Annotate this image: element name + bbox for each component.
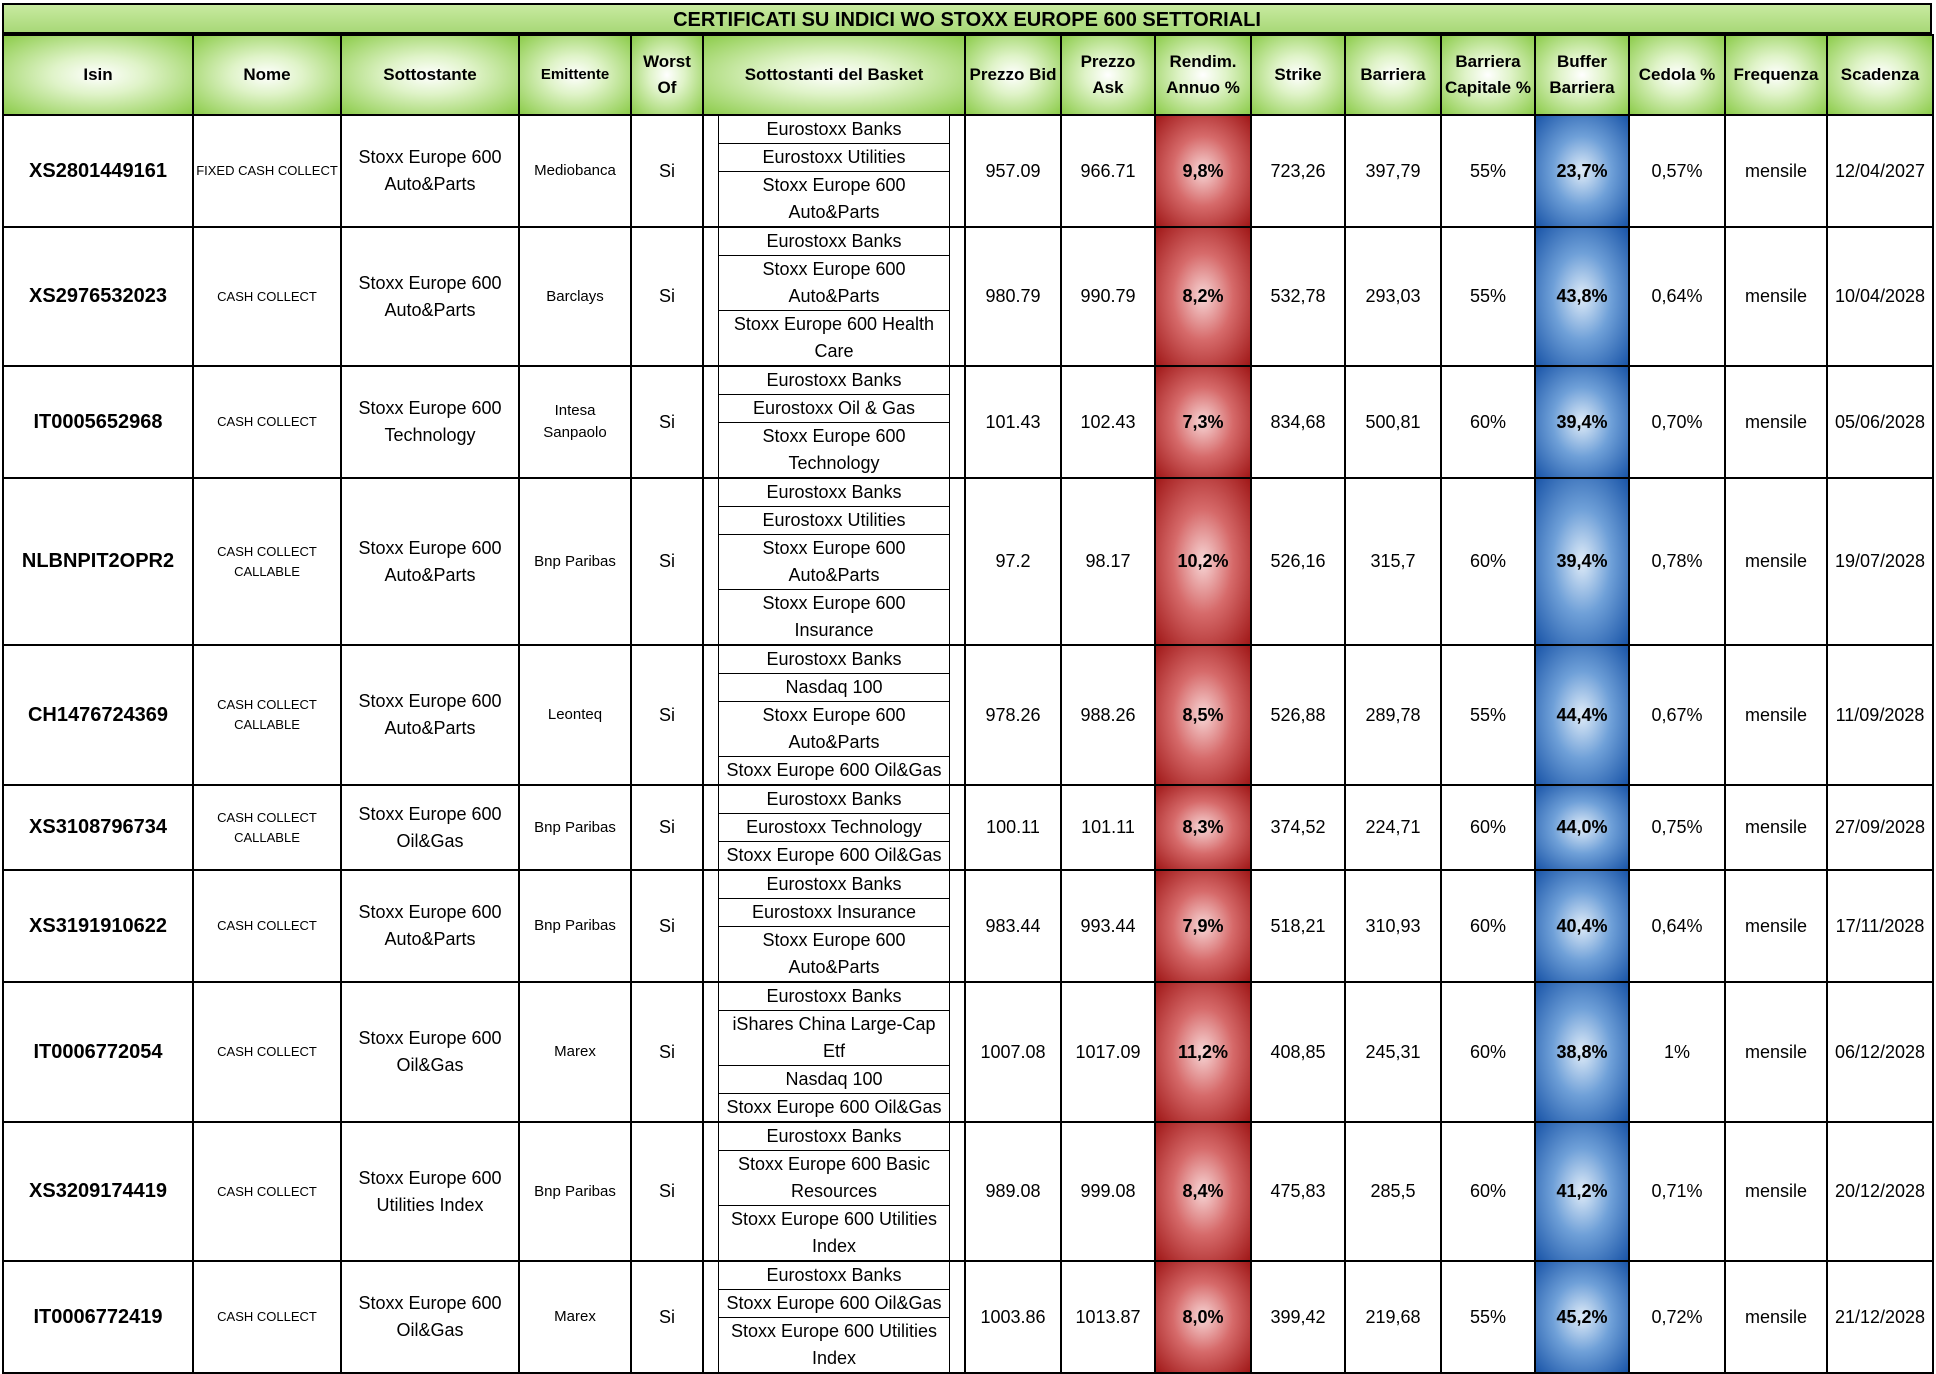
emittente-cell — [519, 115, 631, 227]
ask-cell: 966.71 — [1061, 115, 1155, 227]
nome-cell — [193, 645, 341, 785]
nome-cell — [193, 115, 341, 227]
basket-item: Eurostoxx Banks — [719, 479, 949, 507]
worst-of-cell: Si — [631, 366, 703, 478]
cedola-cell: 0,75% — [1629, 785, 1725, 870]
scadenza-cell: 05/06/2028 — [1827, 366, 1933, 478]
barriera-cell: 285,5 — [1345, 1122, 1441, 1261]
nome-cell — [193, 1261, 341, 1373]
basket-item: Eurostoxx Banks — [719, 871, 949, 899]
col-header-scadenza: Scadenza — [1827, 35, 1933, 115]
bid-cell: 97.2 — [965, 478, 1061, 645]
table-row — [3, 115, 1933, 227]
bid-cell: 957.09 — [965, 115, 1061, 227]
rendimento-cell: 7,9% — [1155, 870, 1251, 982]
bid-cell: 983.44 — [965, 870, 1061, 982]
nome-cell-line: CASH COLLECT — [217, 1044, 317, 1059]
strike-cell: 408,85 — [1251, 982, 1345, 1122]
col-header-ask: Prezzo Ask — [1061, 35, 1155, 115]
basket-item: Eurostoxx Banks — [719, 367, 949, 395]
sottostante-cell-line: Utilities Index — [376, 1194, 484, 1215]
emittente-cell — [519, 478, 631, 645]
basket-item: Eurostoxx Banks — [719, 1123, 949, 1151]
scadenza-cell: 11/09/2028 — [1827, 645, 1933, 785]
sottostante-cell-line: Oil&Gas — [396, 830, 464, 851]
basket-item: Nasdaq 100 — [719, 674, 949, 702]
sottostante-cell-line: Auto&Parts — [384, 564, 476, 585]
basket-item: Stoxx Europe 600 Technology — [762, 426, 906, 473]
sottostante-cell — [341, 1261, 519, 1373]
frequenza-cell: mensile — [1725, 1261, 1827, 1373]
nome-cell-line: CASH COLLECT — [217, 918, 317, 933]
isin-cell: IT0005652968 — [3, 366, 193, 478]
emittente-cell — [519, 870, 631, 982]
header-row — [3, 35, 1933, 115]
emittente-cell — [519, 1261, 631, 1373]
basket-item: Eurostoxx Banks — [719, 983, 949, 1011]
col-header-cedola: Cedola % — [1629, 35, 1725, 115]
frequenza-cell: mensile — [1725, 645, 1827, 785]
nome-cell — [193, 227, 341, 366]
bid-cell: 1007.08 — [965, 982, 1061, 1122]
sottostante-cell — [341, 870, 519, 982]
strike-cell: 374,52 — [1251, 785, 1345, 870]
basket-item: Eurostoxx Utilities — [719, 144, 949, 172]
frequenza-cell: mensile — [1725, 115, 1827, 227]
buffer-cell: 38,8% — [1535, 982, 1629, 1122]
frequenza-cell: mensile — [1725, 870, 1827, 982]
rendimento-cell: 11,2% — [1155, 982, 1251, 1122]
worst-of-cell: Si — [631, 1261, 703, 1373]
table-row — [3, 1122, 1933, 1261]
barriera-capitale-cell: 55% — [1441, 227, 1535, 366]
isin-cell: XS2976532023 — [3, 227, 193, 366]
barriera-cell: 224,71 — [1345, 785, 1441, 870]
worst-of-cell: Si — [631, 478, 703, 645]
cedola-cell: 0,70% — [1629, 366, 1725, 478]
col-header-worst-of: Worst Of — [631, 35, 703, 115]
col-header-bid: Prezzo Bid — [965, 35, 1061, 115]
basket-list — [718, 367, 950, 477]
cedola-cell: 0,78% — [1629, 478, 1725, 645]
sottostante-cell-line: Stoxx Europe 600 — [358, 537, 502, 558]
barriera-capitale-cell: 55% — [1441, 645, 1535, 785]
nome-cell-line: CASH COLLECT — [217, 1309, 317, 1324]
cedola-cell: 0,72% — [1629, 1261, 1725, 1373]
basket-list — [718, 1123, 950, 1260]
basket-item: Stoxx Europe 600 Auto&Parts — [762, 930, 906, 977]
emittente-cell — [519, 645, 631, 785]
buffer-cell: 43,8% — [1535, 227, 1629, 366]
emittente-cell-line: Intesa — [554, 402, 596, 419]
barriera-capitale-cell: 55% — [1441, 115, 1535, 227]
rendimento-cell: 7,3% — [1155, 366, 1251, 478]
isin-cell: IT0006772054 — [3, 982, 193, 1122]
scadenza-cell: 17/11/2028 — [1827, 870, 1933, 982]
table-row — [3, 870, 1933, 982]
barriera-capitale-cell: 60% — [1441, 366, 1535, 478]
buffer-cell: 39,4% — [1535, 366, 1629, 478]
strike-cell: 723,26 — [1251, 115, 1345, 227]
emittente-cell — [519, 1122, 631, 1261]
basket-item: Stoxx Europe 600 Oil&Gas — [726, 1097, 942, 1117]
ask-cell: 98.17 — [1061, 478, 1155, 645]
bid-cell: 980.79 — [965, 227, 1061, 366]
ask-cell: 1017.09 — [1061, 982, 1155, 1122]
emittente-cell — [519, 785, 631, 870]
emittente-cell-line: Barclays — [546, 287, 604, 305]
ask-cell: 988.26 — [1061, 645, 1155, 785]
buffer-cell: 44,0% — [1535, 785, 1629, 870]
col-header-emittente: Emittente — [519, 35, 631, 115]
emittente-cell-line: Bnp Paribas — [534, 1182, 616, 1200]
table-row — [3, 982, 1933, 1122]
bid-cell: 1003.86 — [965, 1261, 1061, 1373]
nome-cell-line: CASH COLLECT — [217, 1183, 317, 1199]
cedola-cell: 0,71% — [1629, 1122, 1725, 1261]
barriera-capitale-cell: 60% — [1441, 982, 1535, 1122]
basket-item: Stoxx Europe 600 Auto&Parts — [762, 175, 906, 222]
sottostante-cell — [341, 645, 519, 785]
emittente-cell-line: Bnp Paribas — [534, 818, 616, 836]
basket-cell — [703, 785, 965, 870]
basket-cell — [703, 478, 965, 645]
sottostante-cell — [341, 366, 519, 478]
strike-cell: 834,68 — [1251, 366, 1345, 478]
barriera-cell: 310,93 — [1345, 870, 1441, 982]
basket-item: Eurostoxx Banks — [719, 646, 949, 674]
nome-cell-line: CASH COLLECT — [217, 288, 317, 304]
basket-cell — [703, 870, 965, 982]
col-header-rendimento: Rendim. Annuo % — [1155, 35, 1251, 115]
ask-cell: 102.43 — [1061, 366, 1155, 478]
table-row — [3, 645, 1933, 785]
rendimento-cell: 8,3% — [1155, 785, 1251, 870]
ask-cell: 990.79 — [1061, 227, 1155, 366]
bid-cell: 978.26 — [965, 645, 1061, 785]
scadenza-cell: 27/09/2028 — [1827, 785, 1933, 870]
col-header-strike: Strike — [1251, 35, 1345, 115]
basket-cell — [703, 227, 965, 366]
frequenza-cell: mensile — [1725, 478, 1827, 645]
rendimento-cell: 8,5% — [1155, 645, 1251, 785]
basket-item: Stoxx Europe 600 Utilities Index — [730, 1321, 938, 1368]
table-row — [3, 1261, 1933, 1373]
isin-cell: XS3209174419 — [3, 1122, 193, 1261]
basket-cell — [703, 982, 965, 1122]
basket-item: Nasdaq 100 — [719, 1066, 949, 1094]
basket-list — [718, 786, 950, 869]
basket-item: Eurostoxx Banks — [719, 116, 949, 144]
basket-item: Stoxx Europe 600 Oil&Gas — [726, 760, 942, 780]
bid-cell: 101.43 — [965, 366, 1061, 478]
worst-of-cell: Si — [631, 115, 703, 227]
strike-cell: 526,88 — [1251, 645, 1345, 785]
basket-item: Stoxx Europe 600 Auto&Parts — [719, 702, 949, 757]
basket-list — [718, 646, 950, 784]
emittente-cell — [519, 366, 631, 478]
sottostante-cell-line: Stoxx Europe 600 — [358, 803, 502, 824]
sottostante-cell — [341, 982, 519, 1122]
scadenza-cell: 20/12/2028 — [1827, 1122, 1933, 1261]
bid-cell: 100.11 — [965, 785, 1061, 870]
cedola-cell: 0,64% — [1629, 227, 1725, 366]
emittente-cell-line: Marex — [554, 1308, 596, 1325]
table-row — [3, 366, 1933, 478]
basket-cell — [703, 115, 965, 227]
basket-item: Stoxx Europe 600 Auto&Parts — [719, 256, 949, 311]
basket-item: Eurostoxx Oil & Gas — [719, 395, 949, 423]
sottostante-cell — [341, 785, 519, 870]
barriera-cell: 219,68 — [1345, 1261, 1441, 1373]
sottostante-cell-line: Stoxx Europe 600 — [358, 1028, 502, 1048]
barriera-capitale-cell: 60% — [1441, 870, 1535, 982]
sheet-title: CERTIFICATI SU INDICI WO STOXX EUROPE 600 SETTORIALI — [2, 3, 1932, 34]
frequenza-cell: mensile — [1725, 982, 1827, 1122]
ask-cell: 999.08 — [1061, 1122, 1155, 1261]
ask-cell: 101.11 — [1061, 785, 1155, 870]
rendimento-cell: 9,8% — [1155, 115, 1251, 227]
nome-cell — [193, 785, 341, 870]
col-header-isin: Isin — [3, 35, 193, 115]
col-header-buffer: Buffer Barriera — [1535, 35, 1629, 115]
emittente-cell-line: Bnp Paribas — [534, 552, 616, 570]
nome-cell — [193, 1122, 341, 1261]
basket-item: Stoxx Europe 600 Insurance — [762, 593, 906, 640]
emittente-cell-line: Mediobanca — [534, 162, 616, 179]
col-header-barriera: Barriera — [1345, 35, 1441, 115]
basket-item: Stoxx Europe 600 Health Care — [733, 314, 935, 361]
rendimento-cell: 8,2% — [1155, 227, 1251, 366]
nome-cell — [193, 982, 341, 1122]
worst-of-cell: Si — [631, 785, 703, 870]
emittente-cell — [519, 227, 631, 366]
sottostante-cell-line: Stoxx Europe 600 — [358, 272, 502, 293]
rendimento-cell: 10,2% — [1155, 478, 1251, 645]
nome-cell — [193, 870, 341, 982]
table-row — [3, 785, 1933, 870]
basket-item: Eurostoxx Insurance — [719, 899, 949, 927]
basket-cell — [703, 366, 965, 478]
nome-cell — [193, 366, 341, 478]
sottostante-cell-line: Stoxx Europe 600 — [358, 147, 502, 167]
basket-item: Eurostoxx Utilities — [719, 507, 949, 535]
certificates-table — [2, 34, 1934, 1374]
strike-cell: 518,21 — [1251, 870, 1345, 982]
emittente-cell-line: Sanpaolo — [543, 424, 607, 441]
sottostante-cell — [341, 1122, 519, 1261]
worst-of-cell: Si — [631, 645, 703, 785]
sottostante-cell-line: Stoxx Europe 600 — [358, 1167, 502, 1188]
cedola-cell: 1% — [1629, 982, 1725, 1122]
strike-cell: 399,42 — [1251, 1261, 1345, 1373]
sottostante-cell-line: Oil&Gas — [396, 1055, 464, 1075]
sottostante-cell-line: Auto&Parts — [384, 718, 476, 738]
bid-cell: 989.08 — [965, 1122, 1061, 1261]
basket-list — [718, 983, 950, 1121]
sottostante-cell-line: Auto&Parts — [384, 174, 476, 194]
sottostante-cell — [341, 115, 519, 227]
col-header-frequenza: Frequenza — [1725, 35, 1827, 115]
buffer-cell: 45,2% — [1535, 1261, 1629, 1373]
nome-cell-line: CASH COLLECT — [217, 697, 317, 712]
certificates-sheet — [2, 3, 1932, 1374]
col-header-barriera-capitale: Barriera Capitale % — [1441, 35, 1535, 115]
sottostante-cell-line: Stoxx Europe 600 — [358, 398, 502, 418]
basket-item: Stoxx Europe 600 Auto&Parts — [719, 535, 949, 590]
barriera-cell: 500,81 — [1345, 366, 1441, 478]
isin-cell: IT0006772419 — [3, 1261, 193, 1373]
sottostante-cell-line: Auto&Parts — [384, 299, 476, 320]
basket-list — [718, 479, 950, 644]
basket-list — [718, 116, 950, 226]
worst-of-cell: Si — [631, 870, 703, 982]
nome-cell-line: CALLABLE — [234, 717, 300, 732]
basket-item: Eurostoxx Technology — [719, 814, 949, 842]
basket-item: Stoxx Europe 600 Oil&Gas — [726, 845, 942, 865]
cedola-cell: 0,57% — [1629, 115, 1725, 227]
emittente-cell-line: Marex — [554, 1043, 596, 1060]
basket-item: iShares China Large-Cap Etf — [719, 1011, 949, 1066]
basket-list — [718, 871, 950, 981]
sottostante-cell-line: Stoxx Europe 600 — [358, 902, 502, 922]
worst-of-cell: Si — [631, 1122, 703, 1261]
table-row — [3, 478, 1933, 645]
basket-item: Stoxx Europe 600 Oil&Gas — [719, 1290, 949, 1318]
basket-list — [718, 1262, 950, 1372]
sottostante-cell — [341, 227, 519, 366]
basket-item: Eurostoxx Banks — [719, 786, 949, 814]
sottostante-cell-line: Stoxx Europe 600 — [358, 691, 502, 711]
ask-cell: 993.44 — [1061, 870, 1155, 982]
basket-item: Eurostoxx Banks — [719, 228, 949, 256]
basket-item: Stoxx Europe 600 Utilities Index — [730, 1209, 938, 1256]
sottostante-cell — [341, 478, 519, 645]
barriera-cell: 289,78 — [1345, 645, 1441, 785]
emittente-cell — [519, 982, 631, 1122]
ask-cell: 1013.87 — [1061, 1261, 1155, 1373]
strike-cell: 532,78 — [1251, 227, 1345, 366]
scadenza-cell: 12/04/2027 — [1827, 115, 1933, 227]
sottostante-cell-line: Auto&Parts — [384, 929, 476, 949]
scadenza-cell: 21/12/2028 — [1827, 1261, 1933, 1373]
barriera-capitale-cell: 60% — [1441, 785, 1535, 870]
nome-cell-line: CASH COLLECT — [217, 543, 317, 559]
strike-cell: 475,83 — [1251, 1122, 1345, 1261]
frequenza-cell: mensile — [1725, 1122, 1827, 1261]
barriera-cell: 245,31 — [1345, 982, 1441, 1122]
sottostante-cell-line: Stoxx Europe 600 — [358, 1293, 502, 1313]
barriera-cell: 315,7 — [1345, 478, 1441, 645]
cedola-cell: 0,67% — [1629, 645, 1725, 785]
col-header-basket: Sottostanti del Basket — [703, 35, 965, 115]
basket-cell — [703, 1261, 965, 1373]
col-header-nome: Nome — [193, 35, 341, 115]
basket-list — [718, 228, 950, 365]
nome-cell-line: CASH COLLECT — [217, 809, 317, 825]
table-row — [3, 227, 1933, 366]
buffer-cell: 44,4% — [1535, 645, 1629, 785]
scadenza-cell: 06/12/2028 — [1827, 982, 1933, 1122]
worst-of-cell: Si — [631, 227, 703, 366]
frequenza-cell: mensile — [1725, 366, 1827, 478]
isin-cell: NLBNPIT2OPR2 — [3, 478, 193, 645]
col-header-sottostante: Sottostante — [341, 35, 519, 115]
emittente-cell-line: Leonteq — [547, 706, 603, 723]
cedola-cell: 0,64% — [1629, 870, 1725, 982]
frequenza-cell: mensile — [1725, 785, 1827, 870]
nome-cell-line: FIXED CASH COLLECT — [196, 163, 338, 178]
basket-cell — [703, 1122, 965, 1261]
buffer-cell: 39,4% — [1535, 478, 1629, 645]
isin-cell: CH1476724369 — [3, 645, 193, 785]
basket-item: Stoxx Europe 600 Basic Resources — [719, 1151, 949, 1206]
sottostante-cell-line: Technology — [384, 425, 476, 445]
nome-cell-line: CALLABLE — [234, 829, 300, 845]
basket-cell — [703, 645, 965, 785]
scadenza-cell: 10/04/2028 — [1827, 227, 1933, 366]
emittente-cell-line: Bnp Paribas — [534, 917, 616, 934]
barriera-capitale-cell: 60% — [1441, 478, 1535, 645]
sottostante-cell-line: Oil&Gas — [396, 1320, 464, 1340]
frequenza-cell: mensile — [1725, 227, 1827, 366]
buffer-cell: 40,4% — [1535, 870, 1629, 982]
barriera-capitale-cell: 55% — [1441, 1261, 1535, 1373]
rendimento-cell: 8,0% — [1155, 1261, 1251, 1373]
basket-item: Eurostoxx Banks — [719, 1262, 949, 1290]
isin-cell: XS2801449161 — [3, 115, 193, 227]
buffer-cell: 23,7% — [1535, 115, 1629, 227]
strike-cell: 526,16 — [1251, 478, 1345, 645]
nome-cell — [193, 478, 341, 645]
buffer-cell: 41,2% — [1535, 1122, 1629, 1261]
rendimento-cell: 8,4% — [1155, 1122, 1251, 1261]
barriera-capitale-cell: 60% — [1441, 1122, 1535, 1261]
barriera-cell: 397,79 — [1345, 115, 1441, 227]
scadenza-cell: 19/07/2028 — [1827, 478, 1933, 645]
isin-cell: XS3191910622 — [3, 870, 193, 982]
barriera-cell: 293,03 — [1345, 227, 1441, 366]
worst-of-cell: Si — [631, 982, 703, 1122]
nome-cell-line: CALLABLE — [234, 563, 300, 579]
nome-cell-line: CASH COLLECT — [217, 414, 317, 429]
isin-cell: XS3108796734 — [3, 785, 193, 870]
